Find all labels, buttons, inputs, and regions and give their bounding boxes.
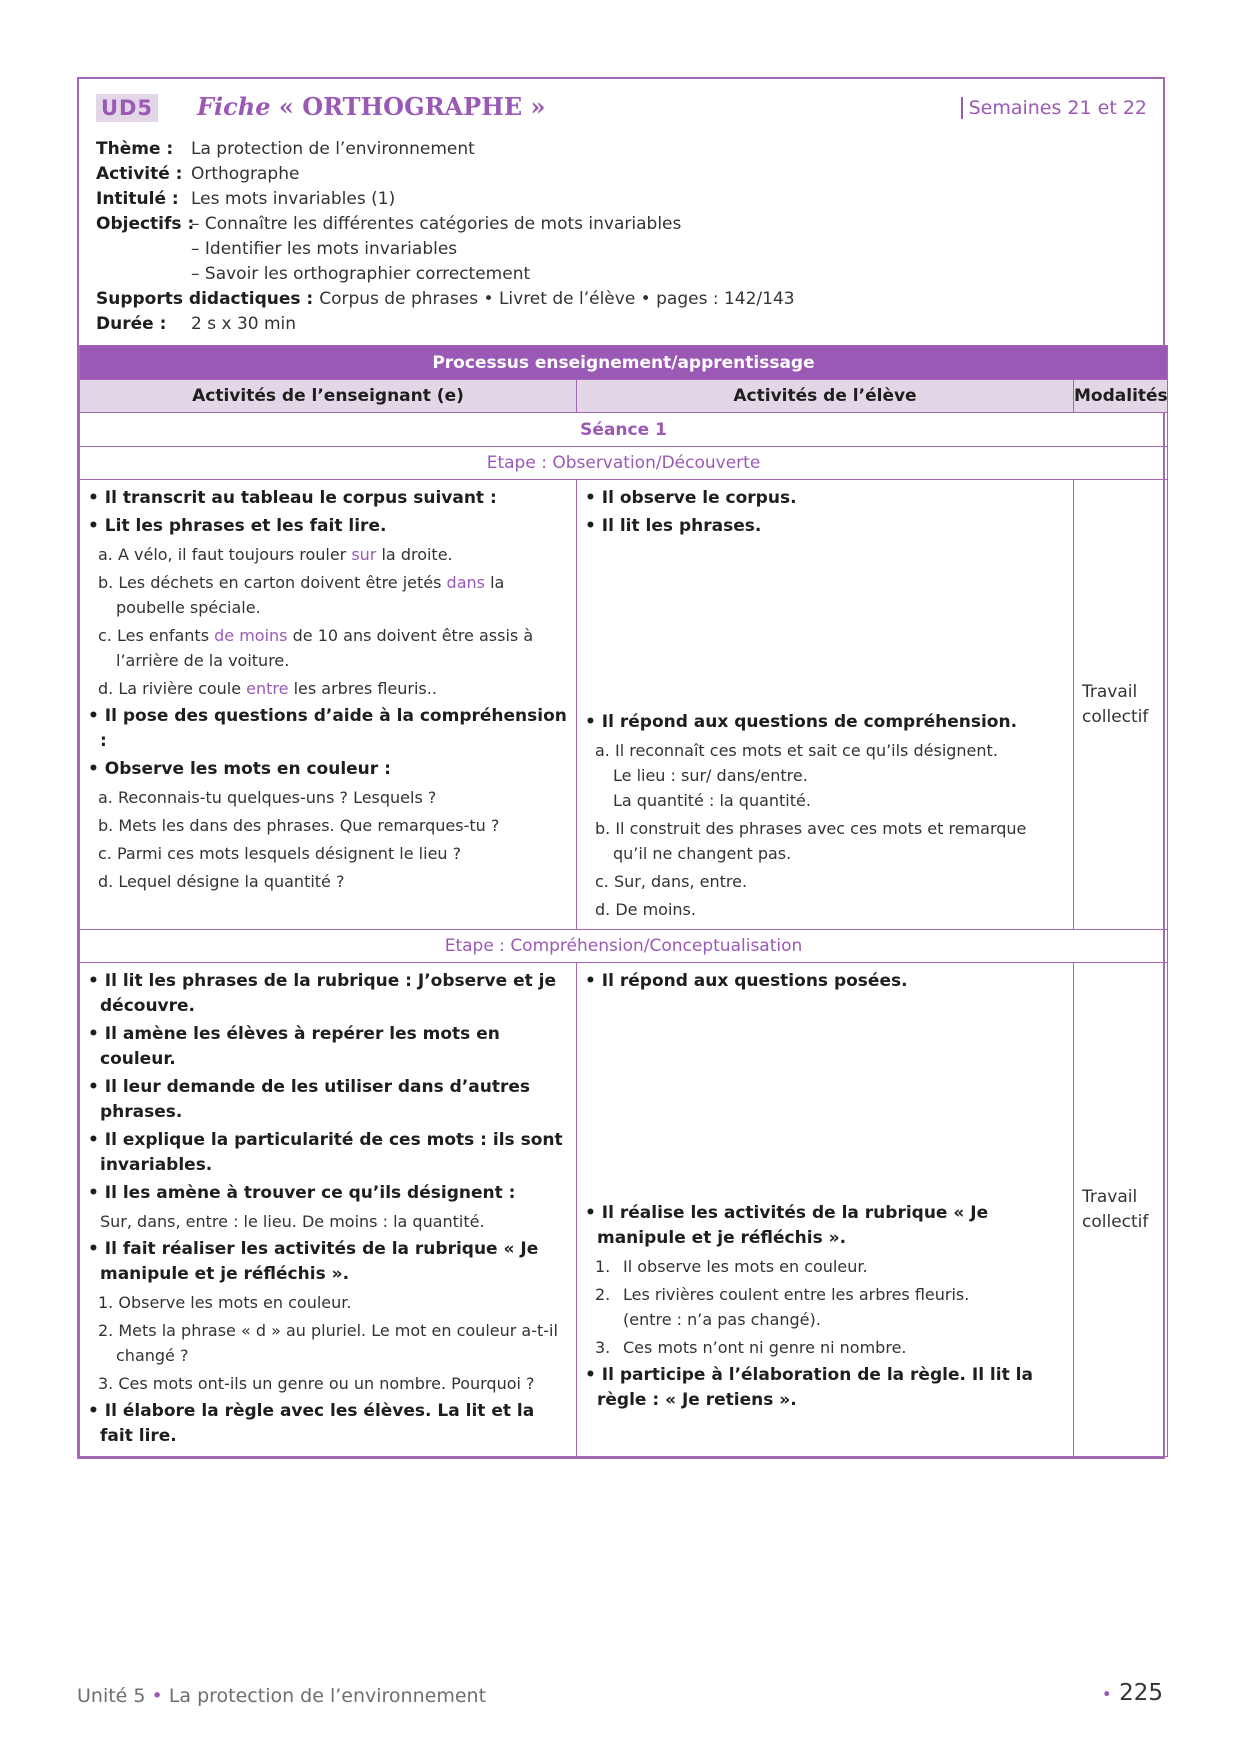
spacer xyxy=(585,542,1065,710)
highlight-word: de moins xyxy=(214,626,288,645)
process-title: Processus enseignement/apprentissage xyxy=(80,346,1168,380)
unit-badge: UD5 xyxy=(96,94,158,122)
sheet-header xyxy=(79,79,1163,131)
seance-row xyxy=(80,413,1168,447)
sheet-meta xyxy=(79,131,1163,345)
meta-objectif-3: – Savoir les orthographier correctement xyxy=(191,264,531,284)
etape2-modalite: Travail collectif xyxy=(1074,963,1168,1457)
meta-intitule: Intitulé : Les mots invariables (1) xyxy=(96,189,396,209)
process-table xyxy=(79,345,1168,1457)
etape2-content xyxy=(80,963,1168,1457)
etape1-content xyxy=(80,480,1168,930)
sheet-title xyxy=(197,92,546,121)
etape2-student-cell: • Il répond aux questions posées. • Il réalise les activités de la rubrique « Je manipule et je réfléchis ». 1. Il observe les mots en couleur. 2. Les rivières coulent entre les arbres fleuris. (entre : n’a pas changé). 3. Ces mots n’ont ni genre ni nombre. • Il participe à l’élaboration de la règle. Il lit la règle : « Je retiens ». xyxy=(577,963,1074,1457)
column-headers xyxy=(80,380,1168,413)
highlight-word: dans xyxy=(446,573,485,592)
student-step-3: 3. Ces mots n’ont ni genre ni nombre. xyxy=(595,1338,907,1357)
student-step-1: 1. Il observe les mots en couleur. xyxy=(595,1257,868,1276)
col-modalites: Modalités xyxy=(1074,380,1168,413)
etape1-student-cell: • Il observe le corpus. • Il lit les phrases. • Il répond aux questions de compréhension. a. Il reconnaît ces mots et sait ce qu’ils désignent. Le lieu : sur/ dans/entre. La quantité : la quantité. b. Il construit des phrases avec ces mots et remarque qu’il ne changent pas. c. Sur, dans, entre. d. De moins. xyxy=(577,480,1074,930)
student-step-2b: (entre : n’a pas changé). xyxy=(623,1310,821,1329)
fiche-prefix: Fiche xyxy=(197,92,271,121)
meta-duree: Durée : 2 s x 30 min xyxy=(96,314,297,334)
lesson-sheet xyxy=(77,77,1168,1459)
corpus-sentence-d: d. La rivière coule entre les arbres fleuris.. xyxy=(98,679,437,698)
process-title-row xyxy=(80,346,1168,380)
fiche-subject: « ORTHOGRAPHE » xyxy=(278,92,546,121)
col-student: Activités de l’élève xyxy=(577,380,1074,413)
meta-supports: Supports didactiques : Corpus de phrases • Livret de l’élève • pages : 142/143 xyxy=(96,289,795,309)
meta-activite: Activité : Orthographe xyxy=(96,164,300,184)
highlight-word: entre xyxy=(246,679,289,698)
meta-theme: Thème : La protection de l’environnement xyxy=(96,139,475,159)
corpus-sentence-b: b. Les déchets en carton doivent être jetés dans la poubelle spéciale. xyxy=(98,573,505,617)
corpus-sentence-c: c. Les enfants de moins de 10 ans doivent être assis à l’arrière de la voiture. xyxy=(98,626,534,670)
weeks-label: Semaines 21 et 22 xyxy=(961,97,1147,119)
etape2-teacher-cell: • Il lit les phrases de la rubrique : J’observe et je découvre. • Il amène les élèves à repérer les mots en couleur. • Il leur demande de les utiliser dans d’autres phrases. • Il explique la particularité de ces mots : ils sont invariables. • Il les amène à trouver ce qu’ils désignent : Sur, dans, entre : le lieu. De moins : la quantité. • Il fait réaliser les activités de la rubrique « Je manipule et je réfléchis ». 1. Observe les mots en couleur. 2. Mets la phrase « d » au pluriel. Le mot en couleur a-t-il changé ? 3. Ces mots ont-ils un genre ou un nombre. Pourquoi ? • Il élabore la règle avec les élèves. La lit et la fait lire. xyxy=(80,963,577,1457)
etape2-row xyxy=(80,930,1168,963)
highlight-word: sur xyxy=(351,545,377,564)
corpus-sentence-a: a. A vélo, il faut toujours rouler sur la droite. xyxy=(98,545,453,564)
etape1-modalite: Travail collectif xyxy=(1074,480,1168,930)
meta-objectifs: Objectifs : – Connaître les différentes catégories de mots invariables xyxy=(96,214,682,234)
spacer xyxy=(585,997,1065,1201)
footer-separator: • xyxy=(151,1685,163,1707)
etape1-title: Etape : Observation/Découverte xyxy=(80,447,1168,480)
col-teacher: Activités de l’enseignant (e) xyxy=(80,380,577,413)
etape1-row xyxy=(80,447,1168,480)
student-step-2: 2. Les rivières coulent entre les arbres fleuris. xyxy=(595,1285,970,1304)
seance-title: Séance 1 xyxy=(80,413,1168,447)
etape2-title: Etape : Compréhension/Conceptualisation xyxy=(80,930,1168,963)
footer-unit: Unité 5 • La protection de l’environnement xyxy=(77,1685,487,1707)
page-number: • 225 xyxy=(1101,1680,1163,1706)
etape1-teacher-cell: • Il transcrit au tableau le corpus suivant : • Lit les phrases et les fait lire. a. A vélo, il faut toujours rouler sur la droite. b. Les déchets en carton doivent être jetés dans la poubelle spéciale. c. Les enfants de moins de 10 ans doivent être assis à l’arrière de la voiture. d. La rivière coule entre les arbres fleuris.. • Il pose des questions d’aide à la compréhension : • Observe les mots en couleur : a. Reconnais-tu quelques-uns ? Lesquels ? b. Mets les dans des phrases. Que remarques-tu ? c. Parmi ces mots lesquels désignent le lieu ? d. Lequel désigne la quantité ? xyxy=(80,480,577,930)
meta-objectif-2: – Identifier les mots invariables xyxy=(191,239,458,259)
